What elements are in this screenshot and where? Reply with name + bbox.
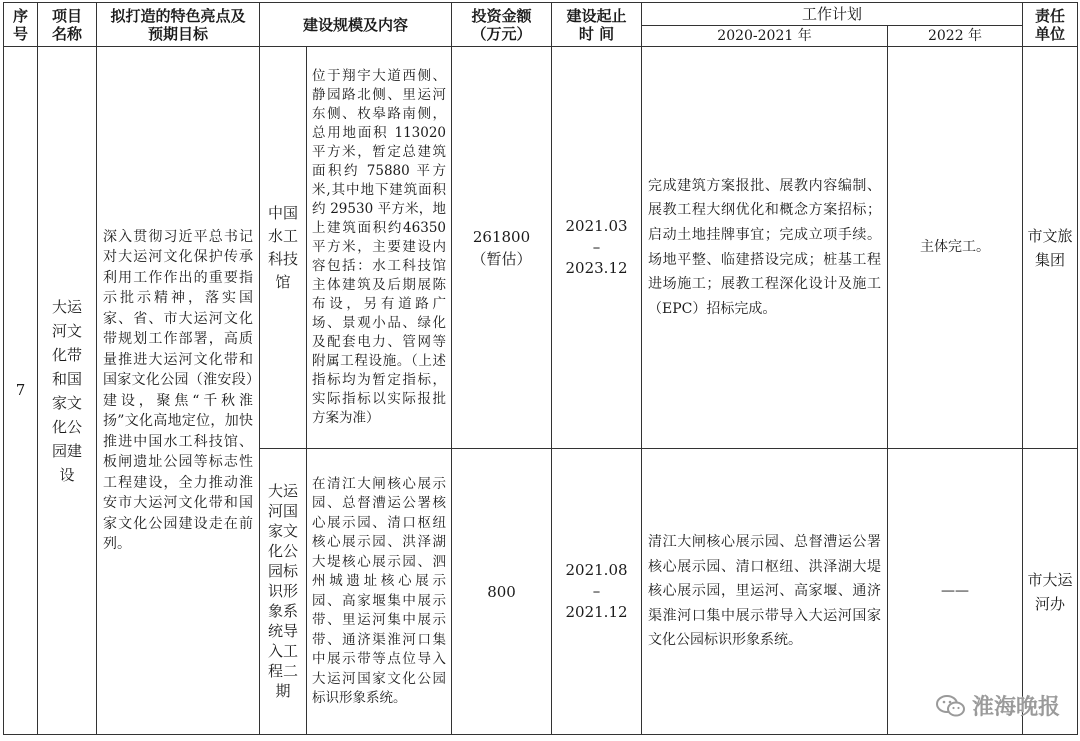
header-plan: 工作计划 — [642, 3, 1023, 26]
subproject-name: 中国水工科技馆 — [260, 47, 307, 449]
subproject-plan-2022: —— — [888, 449, 1023, 735]
header-highlights: 拟打造的特色亮点及预期目标 — [97, 3, 260, 47]
header-period: 建设起止时 间 — [552, 3, 642, 47]
watermark — [936, 690, 1060, 721]
header-row — [4, 3, 1078, 26]
subproject-unit: 市文旅集团 — [1023, 47, 1078, 449]
header-plan-2020: 2020-2021 年 — [642, 26, 888, 47]
header-project-name: 项目名称 — [38, 3, 97, 47]
row-highlights: 深入贯彻习近平总书记对大运河文化保护传承利用工作作出的重要指示批示精神，落实国家、省、市大运河文化带规划工作部署，高质量推进大运河文化带和国家文化公园（淮安段）建设，聚焦“千秋淮扬”文化高地定位，加快推进中国水工科技馆、板闸遗址公园等标志性工程建设，全力推动淮安市大运河文化带和国家文化公园建设走在前列。 — [97, 47, 260, 735]
wechat-icon — [936, 694, 966, 718]
header-seq: 序号 — [4, 3, 38, 47]
row-seq: 7 — [4, 47, 38, 735]
header-investment: 投资金额（万元） — [452, 3, 552, 47]
subproject-period: 2021.03 – 2023.12 — [552, 47, 642, 449]
subproject-unit: 市大运河办 — [1023, 449, 1078, 735]
subproject-plan-2022: 主体完工。 — [888, 47, 1023, 449]
subproject-scope: 位于翔宇大道西侧、静园路北侧、里运河东侧、枚皋路南侧，总用地面积 113020平方米，暂定总建筑面积约 75880 平方米,其中地下建筑面积约 29530 平方米，地上建筑面积约46350 平方米，主要建设内容包括：水工科技馆主体建筑及后期展陈布设，另有道路广场、景观小品、绿化及配套电力、管网等附属工程设施。（上述指标均为暂定指标，实际指标以实际报批方案为准） — [307, 47, 452, 449]
subproject-scope: 在清江大闸核心展示园、总督漕运公署核心展示园、清口枢纽核心展示园、洪泽湖大堤核心展示园、泗州城遗址核心展示园、高家堰集中展示带、里运河集中展示带、通济渠淮河口集中展示带等点位导入大运河国家文化公园标识形象系统。 — [307, 449, 452, 735]
header-unit: 责任单位 — [1023, 3, 1078, 47]
project-table — [3, 2, 1078, 735]
header-plan-2022: 2022 年 — [888, 26, 1023, 47]
subproject-period: 2021.08 – 2021.12 — [552, 449, 642, 735]
header-scope: 建设规模及内容 — [260, 3, 452, 47]
watermark-text: 淮海晚报 — [971, 695, 1060, 720]
table-row — [4, 47, 1078, 449]
subproject-plan-2020: 完成建筑方案报批、展教内容编制、展教工程大纲优化和概念方案招标；启动土地挂牌事宜；完成立项手续。场地平整、临建搭设完成；桩基工程进场施工；展教工程深化设计及施工（EPC）招标完成。 — [642, 47, 888, 449]
subproject-plan-2020: 清江大闸核心展示园、总督漕运公署核心展示园、清口枢纽、洪泽湖大堤核心展示园，里运河、高家堰、通济渠淮河口集中展示带导入大运河国家文化公园标识形象系统。 — [642, 449, 888, 735]
subproject-name: 大运河国家文化公园标识形象系统导入工程二期 — [260, 449, 307, 735]
subproject-investment: 261800 （暂估） — [452, 47, 552, 449]
row-project-name: 大运河文化带和国家文化公园建设 — [38, 47, 97, 735]
subproject-investment: 800 — [452, 449, 552, 735]
